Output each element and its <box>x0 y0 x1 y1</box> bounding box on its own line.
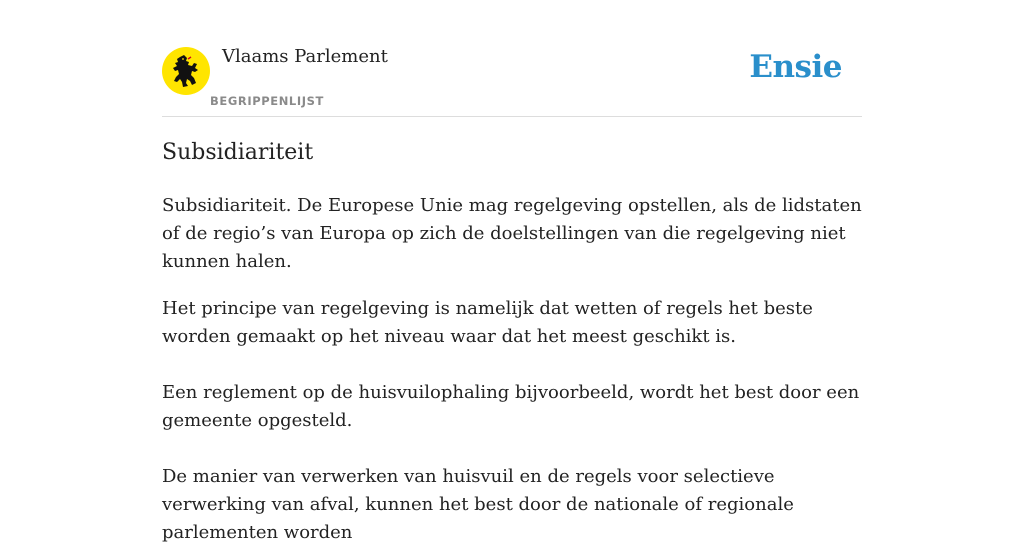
page-title: Subsidiariteit <box>162 140 314 165</box>
header <box>162 0 862 117</box>
organization-name[interactable]: Vlaams Parlement <box>222 46 388 67</box>
paragraph: De manier van verwerken van huisvuil en de regels voor selectieve verwerking van afval, kunnen het best door de nationale of regionale parlementen worden <box>162 466 794 543</box>
paragraph: Subsidiariteit. De Europese Unie mag regelgeving opstellen, als de lidstaten of de regio’s van Europa op zich de doelstellingen van die regelgeving niet kunnen halen. <box>162 195 862 272</box>
article-body <box>162 192 862 547</box>
page <box>162 0 862 543</box>
category-label[interactable]: BEGRIPPENLIJST <box>210 94 324 108</box>
lion-glyph <box>171 54 201 88</box>
brand-logo[interactable]: Ensie <box>749 49 842 85</box>
paragraph: Het principe van regelgeving is namelijk dat wetten of regels het beste worden gemaakt op het niveau waar dat het meest geschikt is. <box>162 298 813 347</box>
paragraph: Een reglement op de huisvuilophaling bijvoorbeeld, wordt het best door een gemeente opgesteld. <box>162 382 860 431</box>
flemish-lion-icon[interactable] <box>162 47 210 95</box>
